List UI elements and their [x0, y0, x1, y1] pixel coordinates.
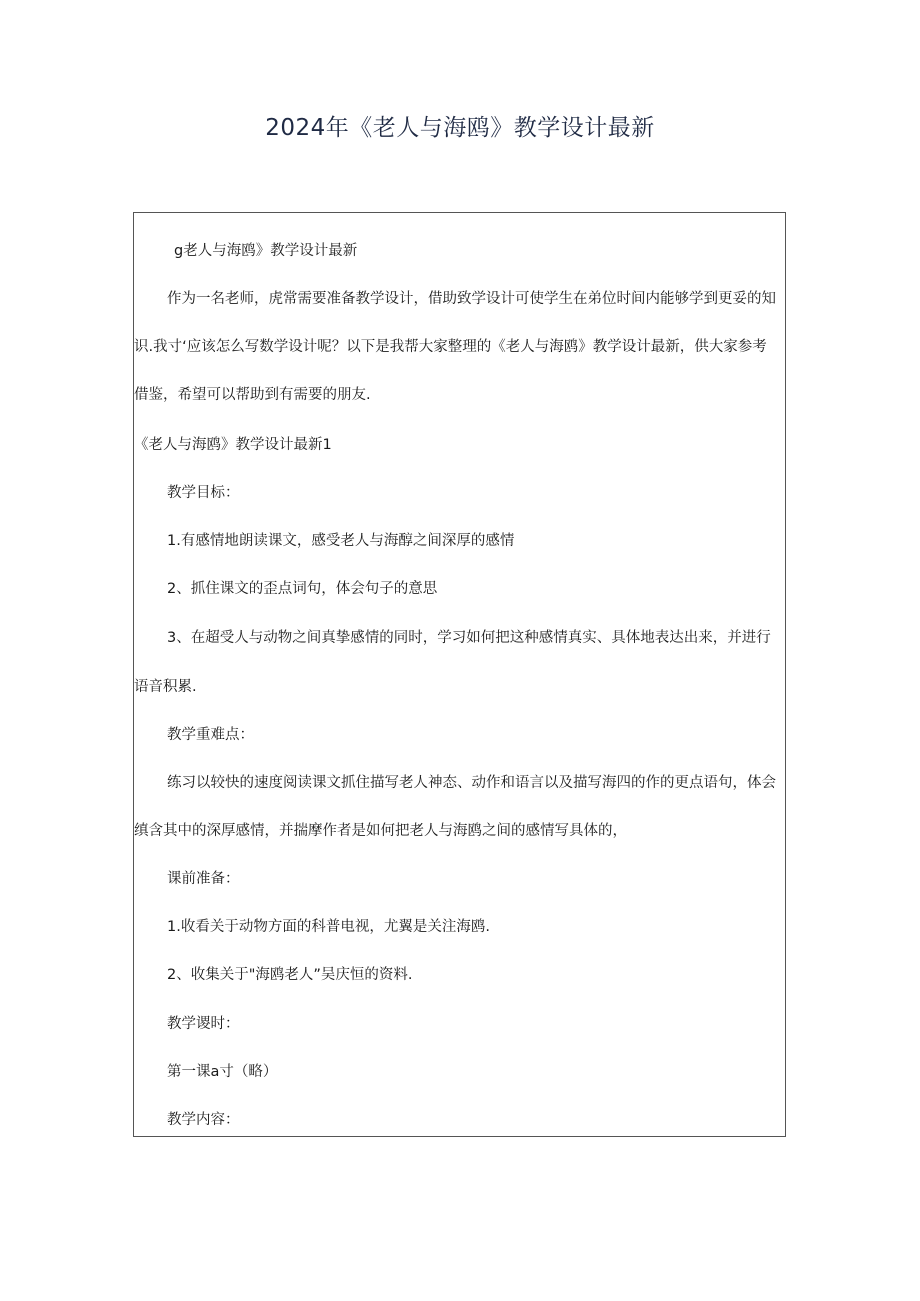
intro-paragraph-line-3: 借鉴，希望可以帮助到有需要的朋友. [134, 387, 371, 403]
key-difficulties-label: 教学重难点： [167, 727, 254, 743]
key-difficulties-line-2: 缜含其中的深厚感情，并揣摩作者是如何把老人与海鸥之间的感情写具体的， [134, 823, 627, 839]
goal-item-1: 1.有感情地朗读课文，感受老人与海醇之间深厚的感情 [167, 533, 515, 549]
teaching-goals-label: 教学目标： [167, 485, 240, 501]
first-lesson-line: 第一课a寸（略） [167, 1064, 278, 1080]
intro-paragraph-line-2: 识.我寸‘应该怎么写数学设计呢？以下是我帮大家整理的《老人与海鸥》教学设计最新，供大家参考 [134, 339, 767, 355]
key-difficulties-line-1: 练习以较快的速度阅读课文抓住描写老人神态、动作和语言以及描写海四的作的更点语句，体会 [167, 775, 776, 791]
preparation-label: 课前准备： [167, 871, 240, 887]
section-heading: 《老人与海鸥》教学设计最新1 [134, 437, 332, 453]
goal-item-2: 2、抓住课文的歪点词句，体会句子的意思 [167, 581, 438, 597]
goal-item-3-line-2: 语音积累. [134, 679, 197, 695]
preparation-item-1: 1.收看关于动物方面的科普电视，尤翼是关注海鸥. [167, 919, 490, 935]
goal-item-3-line-1: 3、在超受人与动物之间真挚感情的同时，学习如何把这种感情真实、具体地表达出来，并进行 [167, 630, 771, 646]
intro-heading: g老人与海鸥》教学设计最新 [174, 243, 358, 259]
content-box [133, 212, 786, 1137]
teaching-content-label: 教学内容： [167, 1112, 240, 1128]
preparation-item-2: 2、收集关于"海鸥老人”吴庆恒的资料. [167, 967, 413, 983]
intro-paragraph-line-1: 作为一名老师，虎常需要准备教学设计，借助致学设计可使学生在弟位时间内能够学到更妥的知 [167, 291, 776, 307]
class-hours-label: 教学谡时： [167, 1016, 240, 1032]
document-title: 2024年《老人与海鸥》教学设计最新 [265, 115, 655, 141]
